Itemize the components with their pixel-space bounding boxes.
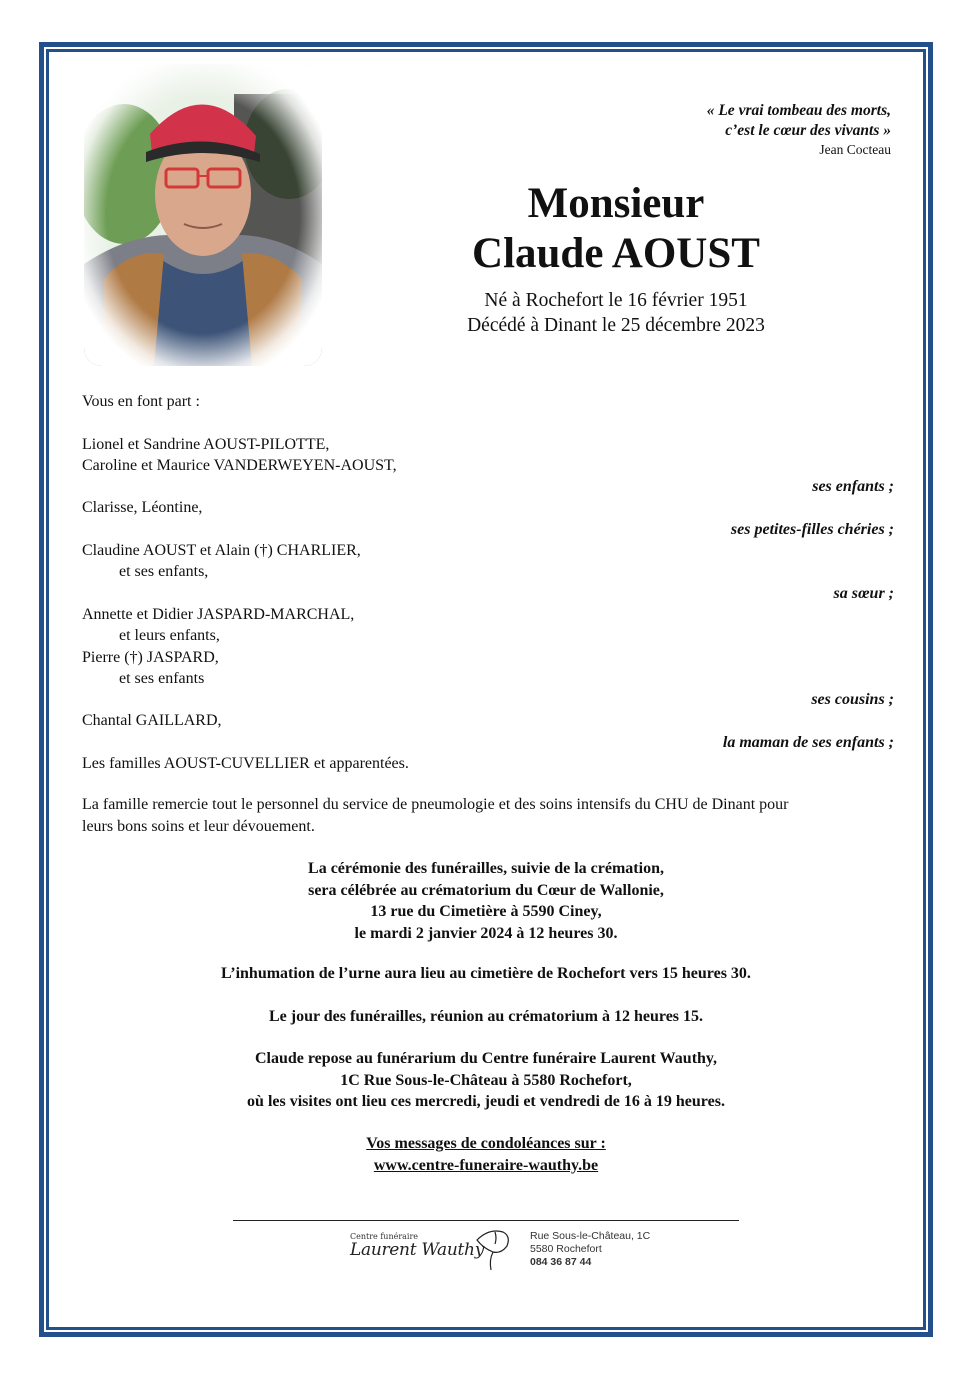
ceremony-line: sera célébrée au crématorium du Cœur de Wallonie, [308, 881, 664, 899]
burial-info [82, 963, 890, 985]
epigraph-quote [707, 101, 891, 159]
quote-author: Jean Cocteau [819, 142, 891, 157]
honorific: Monsieur [527, 180, 705, 227]
thanks-line-1: La famille remercie tout le personnel du service de pneumologie et des soins intensifs du CHU de Dinant pour [82, 796, 789, 813]
ceremony-line: le mardi 2 janvier 2024 à 12 heures 30. [354, 924, 618, 942]
logo-script-name: Laurent Wauthy [350, 1240, 485, 1260]
quote-line-1: « Le vrai tombeau des morts, [706, 102, 891, 119]
quote-line-2: c’est le cœur des vivants » [725, 122, 891, 139]
family-announcement [82, 391, 894, 774]
phone-number: 084 36 87 44 [530, 1256, 592, 1268]
deceased-name: Claude AOUST [472, 230, 760, 277]
ceremony-line: La cérémonie des funérailles, suivie de la crémation, [308, 860, 664, 877]
family-line: Lionel et Sandrine AOUST-PILOTTE, [82, 435, 330, 453]
ceremony-line: 13 rue du Cimetière à 5590 Ciney, [370, 903, 602, 920]
relation-label: sa sœur ; [833, 584, 894, 602]
relation-label: la maman de ses enfants ; [722, 733, 894, 751]
family-line: Clarisse, Léontine, [82, 499, 203, 517]
footer-address [530, 1230, 650, 1269]
repose-line: où les visites ont lieu ces mercredi, jeudi et vendredi de 16 à 19 heures. [247, 1093, 725, 1110]
condolences-link[interactable]: www.centre-funeraire-wauthy.be [373, 1156, 599, 1174]
address-line-2: 5580 Rochefort [530, 1243, 602, 1255]
family-line: Les familles AOUST-CUVELLIER et apparentées. [82, 755, 409, 773]
calla-lily-icon [473, 1226, 513, 1272]
repose-info [82, 1048, 890, 1113]
family-line: Chantal GAILLARD, [82, 712, 222, 730]
funeral-home-logo [345, 1228, 660, 1272]
birth-line: Né à Rochefort le 16 février 1951 [484, 290, 748, 311]
relation-label: ses petites-filles chéries ; [730, 520, 894, 538]
family-line-indented: et ses enfants, [119, 563, 209, 581]
thanks-paragraph [82, 794, 894, 837]
family-line: Caroline et Maurice VANDERWEYEN-AOUST, [82, 456, 397, 474]
family-line-indented: et leurs enfants, [119, 627, 220, 645]
condolences-label: Vos messages de condoléances sur : [366, 1135, 606, 1152]
repose-line: Claude repose au funérarium du Centre funéraire Laurent Wauthy, [254, 1050, 718, 1067]
burial-line: L’inhumation de l’urne aura lieu au cimetière de Rochefort vers 15 heures 30. [221, 965, 751, 982]
footer-divider [233, 1220, 739, 1221]
condolences-block [82, 1133, 890, 1176]
family-line: Annette et Didier JASPARD-MARCHAL, [82, 605, 355, 623]
logo-subtitle: Centre funéraire [350, 1232, 419, 1241]
relation-label: ses cousins ; [811, 691, 894, 709]
portrait-photo [84, 64, 322, 366]
address-line-1: Rue Sous-le-Château, 1C [530, 1230, 651, 1242]
death-line: Décédé à Dinant le 25 décembre 2023 [467, 315, 765, 336]
repose-line: 1C Rue Sous-le-Château à 5580 Rochefort, [340, 1071, 632, 1089]
family-line-indented: et ses enfants [119, 669, 205, 687]
meeting-info [82, 1006, 890, 1028]
announcement-intro: Vous en font part : [82, 393, 200, 410]
ceremony-details [82, 858, 890, 944]
family-line: Claudine AOUST et Alain (†) CHARLIER, [82, 542, 361, 560]
photo-vignette [84, 64, 322, 366]
thanks-line-2: leurs bons soins et leur dévouement. [82, 817, 315, 835]
family-line: Pierre (†) JASPARD, [82, 648, 219, 666]
deceased-title-block [420, 180, 812, 338]
relation-label: ses enfants ; [812, 478, 894, 496]
meeting-line: Le jour des funérailles, réunion au crématorium à 12 heures 15. [268, 1008, 704, 1025]
